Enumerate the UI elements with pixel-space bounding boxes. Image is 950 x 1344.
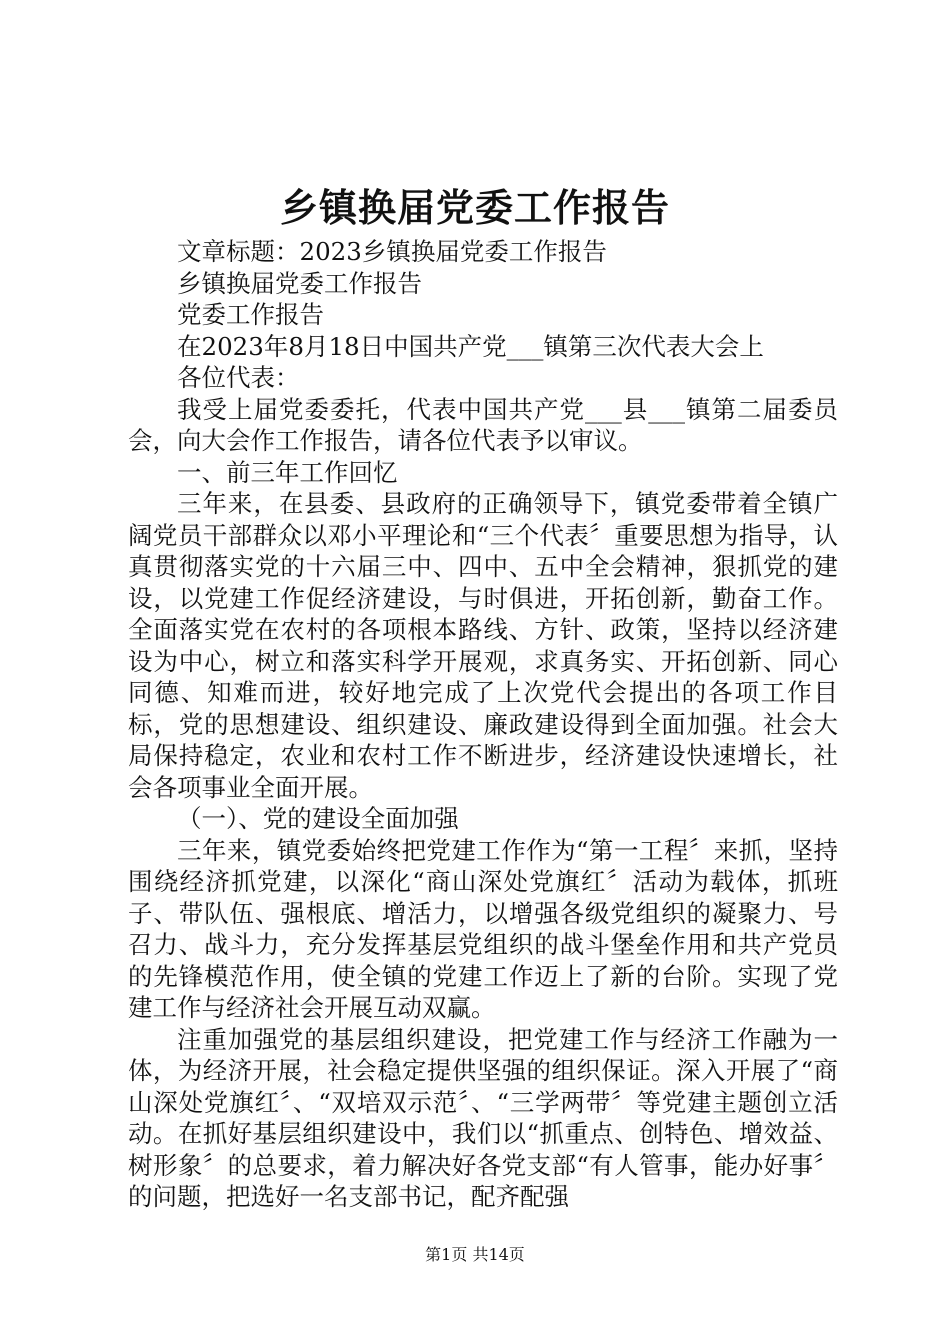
paragraph-salutation: 各位代表： [177,363,300,392]
paragraph-occasion: 在2023年8月18日中国共产党___镇第三次代表大会上 [177,331,764,361]
section-heading-review: 一、前三年工作回忆 [177,457,398,487]
subsection-heading-party-building: （一）、党的建设全面加强 [177,804,459,833]
paragraph-review: 三年来，在县委、县政府的正确领导下，镇党委带着全镇广阔党员干部群众以邓小平理论和“三个代表〞重要思想为指导，认真贯彻落实党的十六届三中、四中、五中全会精神，狠抓党的建设，以党建工作促经济建设，与时俱进，开拓创新，勤奋工作。全面落实党在农村的各项根本路线、方针、政策，坚持以经济建设为中心，树立和落实科学开展观，求真务实、开拓创新、同心同德、知难而进，较好地完成了上次党代会提出的各项工作目标，党的思想建设、组织建设、廉政建设得到全面加强。社会大局保持稳定，农业和农村工作不断进步，经济建设快速增长，社会各项事业全面开展。 [128,489,838,802]
paragraph-subtitle: 乡镇换届党委工作报告 [177,268,422,298]
document-title: 乡镇换届党委工作报告 [279,185,670,230]
paragraph-party-building: 三年来，镇党委始终把党建工作作为“第一工程〞来抓，坚持围绕经济抓党建，以深化“商山深处党旗红〞活动为载体，抓班子、带队伍、强根底、增活力，以增强各级党组织的凝聚力、号召力、战斗力，充分发挥基层党组织的战斗堡垒作用和共产党员的先锋模范作用，使全镇的党建工作迈上了新的台阶。实现了党建工作与经济社会开展互动双赢。 [128,835,838,1022]
document-body [128,236,838,1213]
paragraph-intro: 我受上届党委委托，代表中国共产党___县___镇第二届委员会，向大会作工作报告，请各位代表予以审议。 [128,394,838,455]
paragraph-article-title: 文章标题：2023乡镇换届党委工作报告 [177,237,607,266]
paragraph-grassroots: 注重加强党的基层组织建设，把党建工作与经济工作融为一体，为经济开展，社会稳定提供坚强的组织保证。深入开展了“商山深处党旗红〞、“双培双示范〞、“三学两带〞等党建主题创立活动。在抓好基层组织建设中，我们以“抓重点、创特色、增效益、树形象〞的总要求，着力解决好各党支部“有人管事，能办好事〞的问题，把选好一名支部书记，配齐配强 [128,1024,838,1211]
page-footer: 第1页 共14页 [425,1245,525,1264]
paragraph-report-name: 党委工作报告 [177,300,324,329]
